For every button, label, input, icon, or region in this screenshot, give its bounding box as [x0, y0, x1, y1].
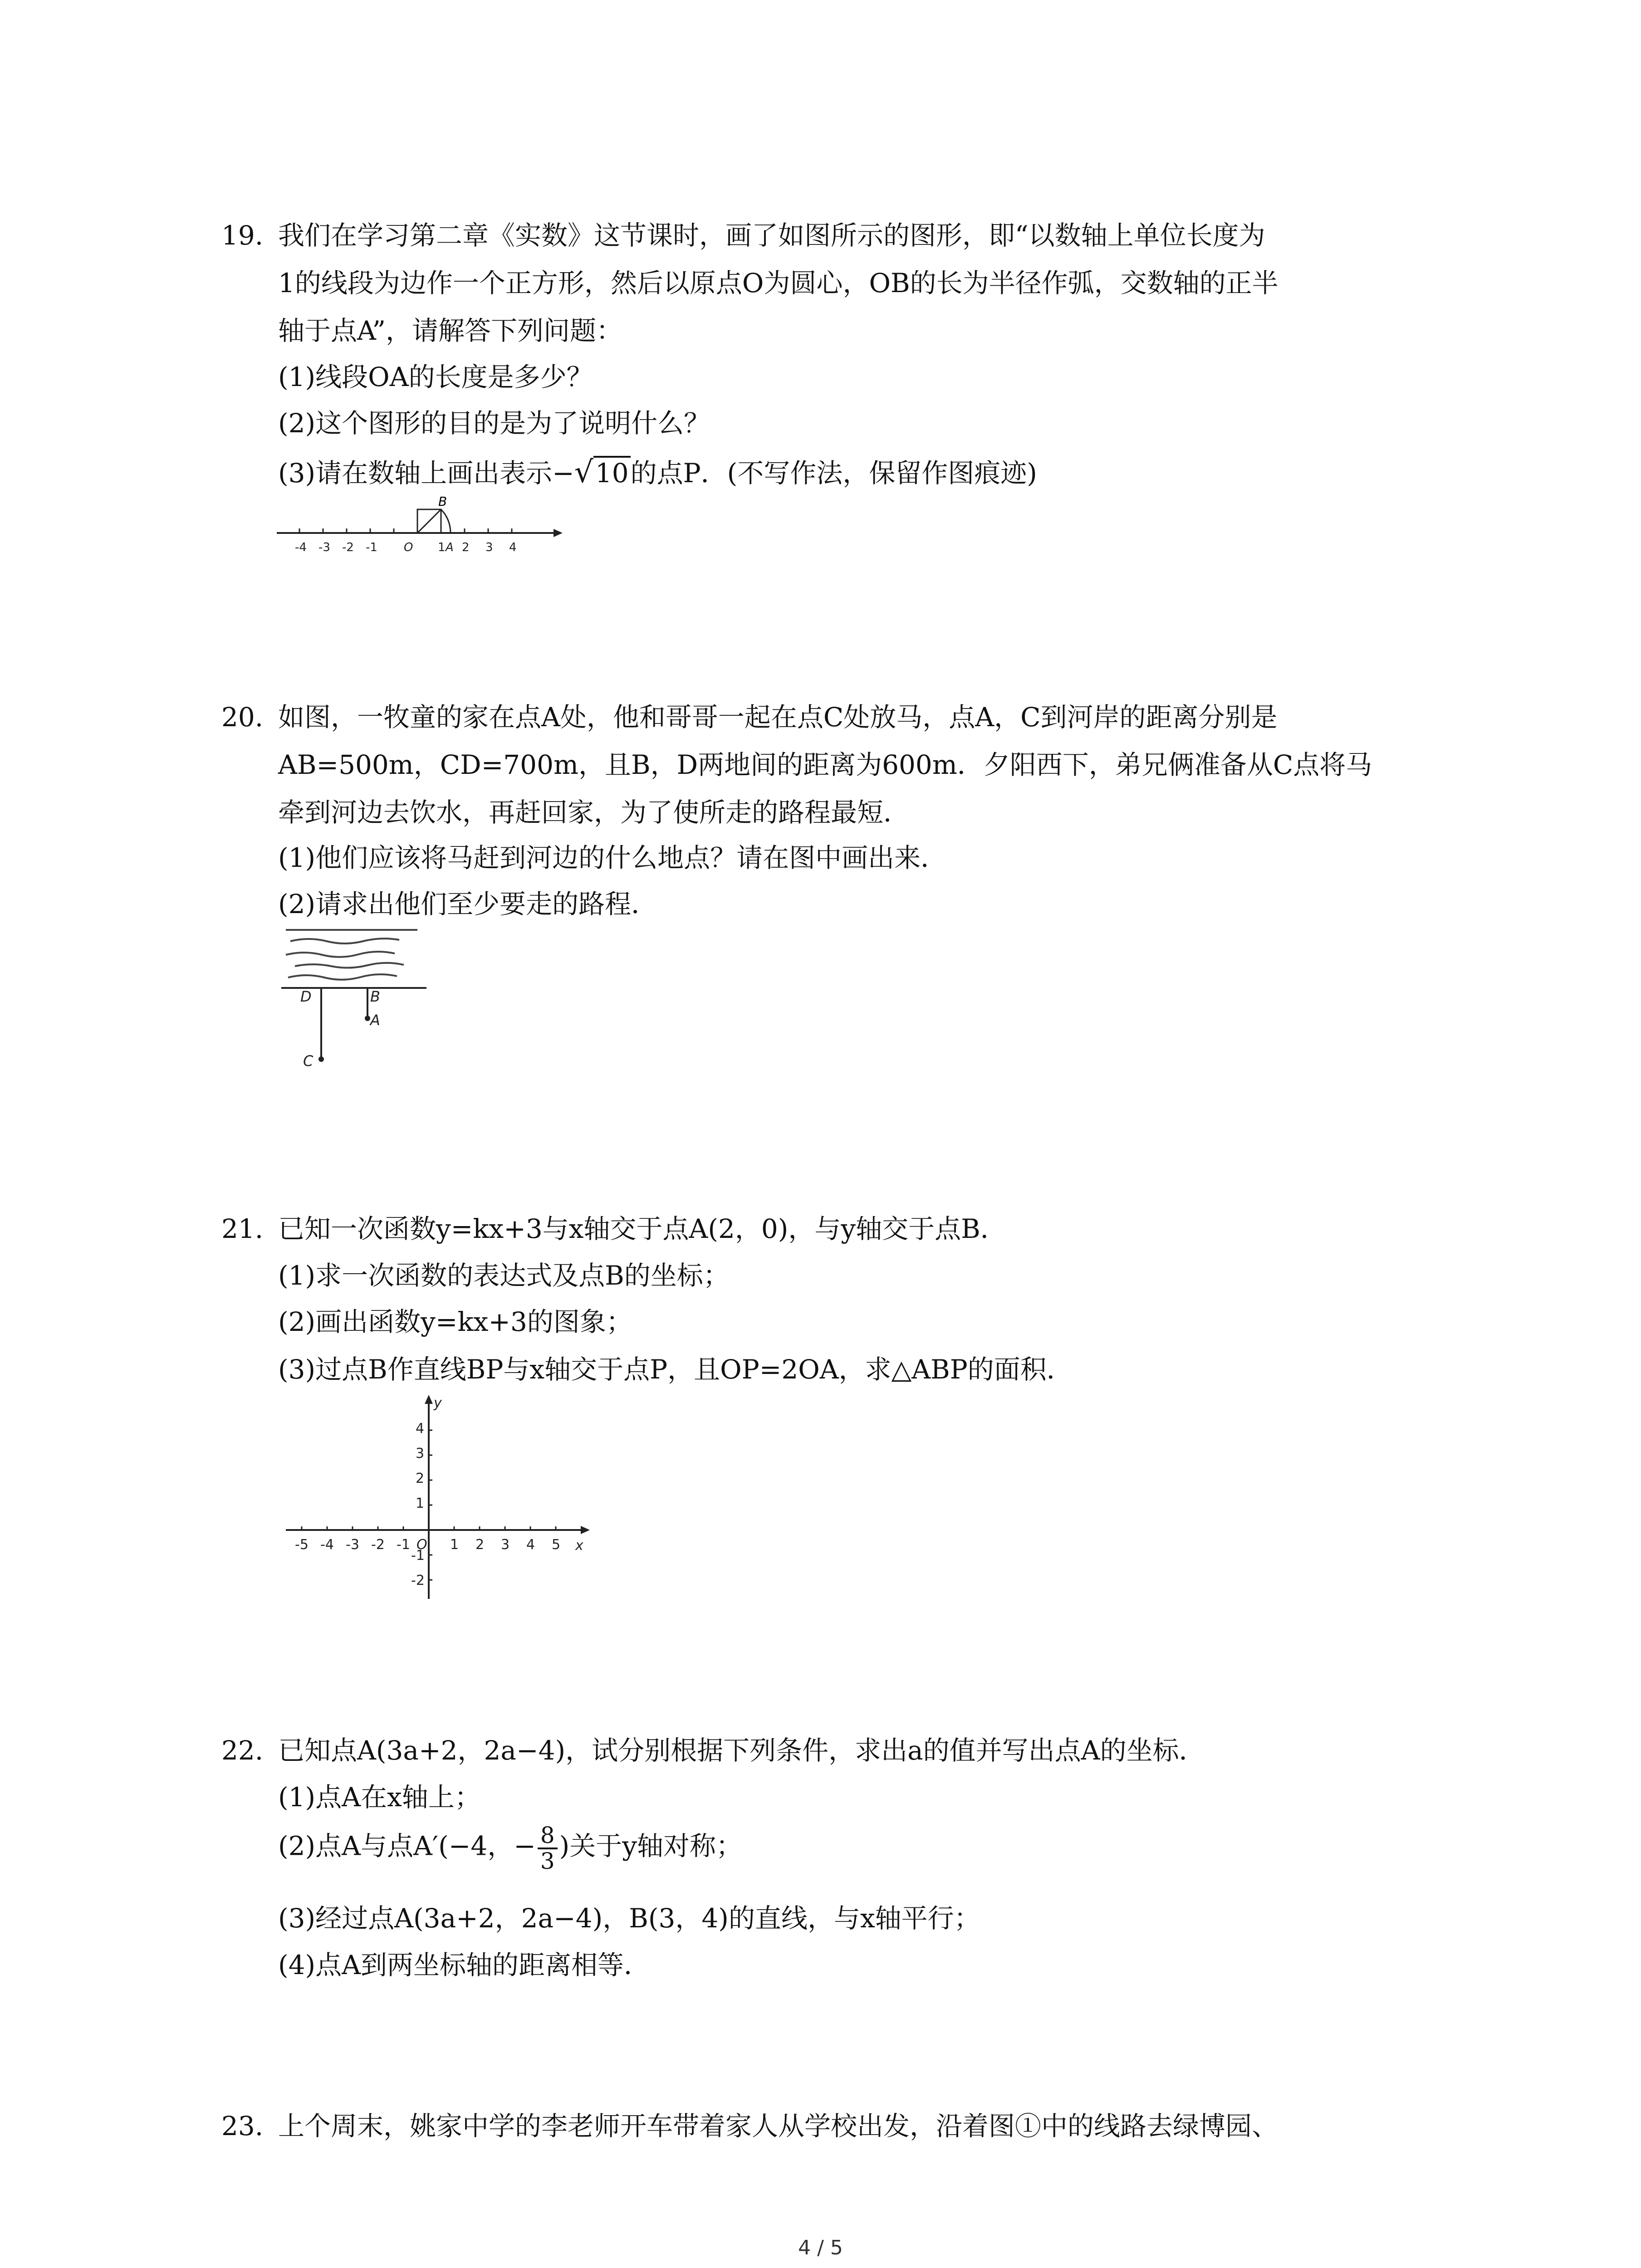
x-tick-label: 5 [552, 1537, 561, 1553]
y-tick-label: 3 [416, 1446, 425, 1461]
y-tick-label: 1 [416, 1496, 425, 1511]
point-C [318, 1056, 324, 1062]
sub-question-2: (2)点A与点A′(−4，− $\frac{8}{3}$ )关于y轴对称； [278, 1822, 743, 1874]
question-number: 20. [221, 702, 264, 733]
river-figure [281, 921, 436, 1084]
sub-question-2: (2)画出函数y=kx+3的图象； [278, 1306, 632, 1337]
fraction: $\frac{8}{3}$ [538, 1823, 558, 1873]
x-tick-label: -2 [371, 1537, 385, 1553]
question-text: 我们在学习第二章《实数》这节课时，画了如图所示的图形，即“以数轴上单位长度为 [278, 220, 1265, 251]
river-waves [286, 930, 417, 980]
tick-label: 1 [438, 541, 446, 554]
x-tick-label: -1 [397, 1537, 410, 1553]
label-B: B [370, 988, 380, 1005]
x-tick-label: -3 [346, 1537, 359, 1553]
origin-label: O [416, 1537, 427, 1553]
x-axis-label: x [575, 1538, 583, 1554]
x-tick-label: -4 [320, 1537, 334, 1553]
origin-label: O [404, 541, 413, 554]
coordinate-grid-figure [277, 1395, 603, 1603]
sub-question-2: (2)这个图形的目的是为了说明什么？ [278, 408, 710, 439]
question-text: 如图，一牧童的家在点A处，他和哥哥一起在点C处放马，点A，C到河岸的距离分别是 [278, 702, 1278, 733]
y-tick-label: 2 [416, 1471, 425, 1486]
sub-question-4: (4)点A到两坐标轴的距离相等． [278, 1950, 651, 1980]
sub-question-1: (1)他们应该将马赶到河边的什么地点？请在图中画出来． [278, 842, 947, 873]
x-arrow-icon [581, 1526, 590, 1534]
tick-label: -4 [295, 541, 307, 554]
y-arrow-icon [425, 1395, 433, 1404]
tick-label: 2 [462, 541, 470, 554]
x-tick-label: 4 [526, 1537, 535, 1553]
question-number: 19. [221, 220, 264, 251]
y-tick-label: 4 [416, 1421, 425, 1437]
x-tick-label: 3 [501, 1537, 510, 1553]
sub-question-3: (3)经过点A(3a+2，2a−4)，B(3，4)的直线，与x轴平行； [278, 1903, 980, 1934]
tick-label: 3 [485, 541, 493, 554]
sub-question-1: (1)点A在x轴上； [278, 1782, 481, 1813]
question-text: 轴于点A”，请解答下列问题： [278, 315, 623, 346]
x-tick-label: 1 [450, 1537, 459, 1553]
tick-label: 4 [509, 541, 517, 554]
sub-question-1: (1)线段OA的长度是多少？ [278, 362, 593, 392]
arrow-icon [554, 529, 563, 537]
tick-label: -3 [318, 541, 330, 554]
arc [441, 509, 451, 533]
question-text: 已知点A(3a+2，2a−4)，试分别根据下列条件，求出a的值并写出点A的坐标． [278, 1735, 1205, 1766]
diagonal-OB [417, 509, 441, 533]
tick-label: -2 [342, 541, 354, 554]
question-text: 已知一次函数y=kx+3与x轴交于点A(2，0)，与y轴交于点B． [278, 1213, 1007, 1244]
label-B: B [438, 494, 447, 509]
number-line-figure [272, 490, 563, 558]
question-number: 22. [221, 1735, 264, 1766]
question-number: 21. [221, 1213, 264, 1244]
label-A: A [446, 541, 454, 554]
label-C: C [303, 1052, 314, 1070]
y-axis-label: y [434, 1395, 442, 1411]
x-tick-label: 2 [475, 1537, 485, 1553]
question-text: 牵到河边去饮水，再赶回家，为了使所走的路程最短． [278, 797, 910, 828]
sqrt-expression: √10 [574, 457, 631, 487]
sub-question-3: (3)过点B作直线BP与x轴交于点P，且OP=2OA，求△ABP的面积． [278, 1354, 1073, 1385]
y-tick-label: -2 [411, 1573, 425, 1589]
x-tick-label: -5 [295, 1537, 309, 1553]
sub-question-1: (1)求一次函数的表达式及点B的坐标； [278, 1260, 730, 1291]
question-text: AB=500m，CD=700m，且B，D两地间的距离为600m．夕阳西下，弟兄俩准备从C点将马 [278, 749, 1372, 780]
label-A: A [370, 1012, 380, 1029]
sub-question-2: (2)请求出他们至少要走的路程． [278, 889, 658, 919]
sub-question-3: (3)请在数轴上画出表示−√10的点P．(不写作法，保留作图痕迹) [278, 455, 1037, 489]
tick-label: -1 [366, 541, 377, 554]
question-text: 1的线段为边作一个正方形，然后以原点O为圆心，OB的长为半径作弧，交数轴的正半 [278, 268, 1279, 298]
question-text: 上个周末，姚家中学的李老师开车带着家人从学校出发，沿着图①中的线路去绿博园、 [278, 2111, 1279, 2141]
y-tick-label: -1 [411, 1548, 425, 1564]
page-number: 4 / 5 [798, 2236, 843, 2259]
label-D: D [300, 988, 312, 1005]
point-A [365, 1016, 370, 1021]
question-number: 23. [221, 2111, 264, 2141]
